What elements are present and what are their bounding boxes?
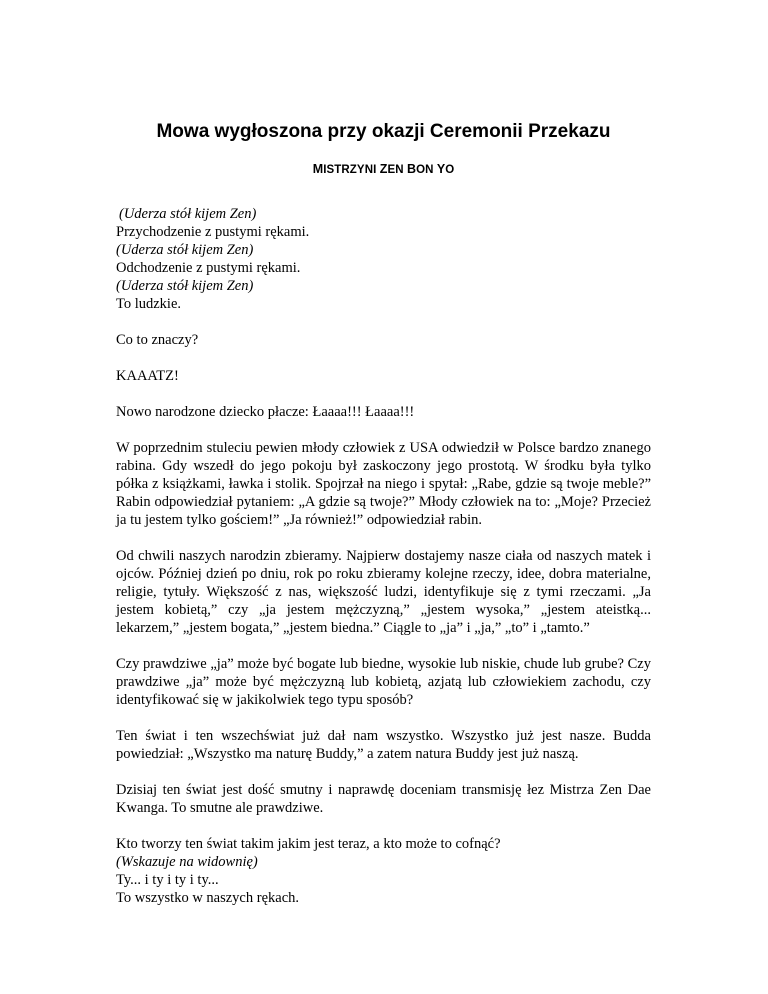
stage-direction: (Uderza stół kijem Zen) (116, 278, 254, 294)
collecting-paragraph: Od chwili naszych narodzin zbieramy. Najpierw dostajemy nasze ciała od naszych matek i ojców. Później dzień po dniu, rok po roku zbieramy kolejne rzeczy, idee, dobra materialne, religie, tytuły. Większość z nas, większość ludzi, identyfikuje się z tymi rzeczami. „Ja jestem kobietą,” czy „ja jestem mężczyzną,” „jestem wysoka,” „jestem ateistką... lekarzem,” „jestem bogata,” „jestem biedna.” Ciągle to „ja” i „ja,” „to” i „tamto.” (116, 548, 651, 636)
katz-paragraph: KAAATZ! (116, 368, 179, 384)
document-page (116, 118, 651, 907)
buddha-nature-paragraph: Ten świat i ten wszechświat już dał nam wszystko. Wszystko już jest nasze. Budda powiedział: „Wszystko ma naturę Buddy,” a zatem natura Buddy jest już naszą. (116, 728, 651, 762)
verse-line: To wszystko w naszych rękach. (116, 890, 299, 906)
document-title: Mowa wygłoszona przy okazji Ceremonii Przekazu (156, 121, 611, 142)
author-line: MISTRZYNI ZEN BON YO (312, 162, 455, 176)
stage-direction: (Uderza stół kijem Zen) (119, 206, 257, 222)
verse-line: Odchodzenie z pustymi rękami. (116, 260, 301, 276)
document-body (116, 205, 651, 907)
rabbi-story-paragraph: W poprzednim stuleciu pewien młody człowiek z USA odwiedził w Polsce bardzo znanego rabina. Gdy wszedł do jego pokoju był zaskoczony jego prostotą. W środku była tylko półka z książkami, ławka i stolik. Spojrzał na niego i spytał: „Rabe, gdzie są twoje meble?” Rabin odpowiedział pytaniem: „A gdzie są twoje?” Młody człowiek na to: „Moje? Przecież ja tu jestem tylko gościem!” „Ja również!” odpowiedział rabin. (116, 440, 651, 528)
verse-line: Przychodzenie z pustymi rękami. (116, 224, 310, 240)
stage-direction: (Wskazuje na widownię) (116, 854, 258, 870)
question-paragraph: Co to znaczy? (116, 332, 199, 348)
true-self-paragraph: Czy prawdziwe „ja” może być bogate lub biedne, wysokie lub niskie, chude lub grube? Czy prawdziwe „ja” może być mężczyzną lub kobietą, azjatą lub człowiekiem zachodu, czy identyfikować się w jakikolwiek tego typu sposób? (116, 656, 651, 708)
sad-world-paragraph: Dzisiaj ten świat jest dość smutny i naprawdę doceniam transmisję łez Mistrza Zen Dae Kwanga. To smutne ale prawdziwe. (116, 782, 651, 816)
verse-line: Kto tworzy ten świat takim jakim jest teraz, a kto może to cofnąć? (116, 836, 501, 852)
verse-line: Ty... i ty i ty i ty... (116, 872, 219, 888)
newborn-paragraph: Nowo narodzone dziecko płacze: Łaaaa!!! Łaaaa!!! (116, 404, 415, 420)
verse-line: To ludzkie. (116, 296, 182, 312)
stage-direction: (Uderza stół kijem Zen) (116, 242, 254, 258)
opening-verse (116, 205, 651, 313)
closing-verse (116, 835, 651, 907)
